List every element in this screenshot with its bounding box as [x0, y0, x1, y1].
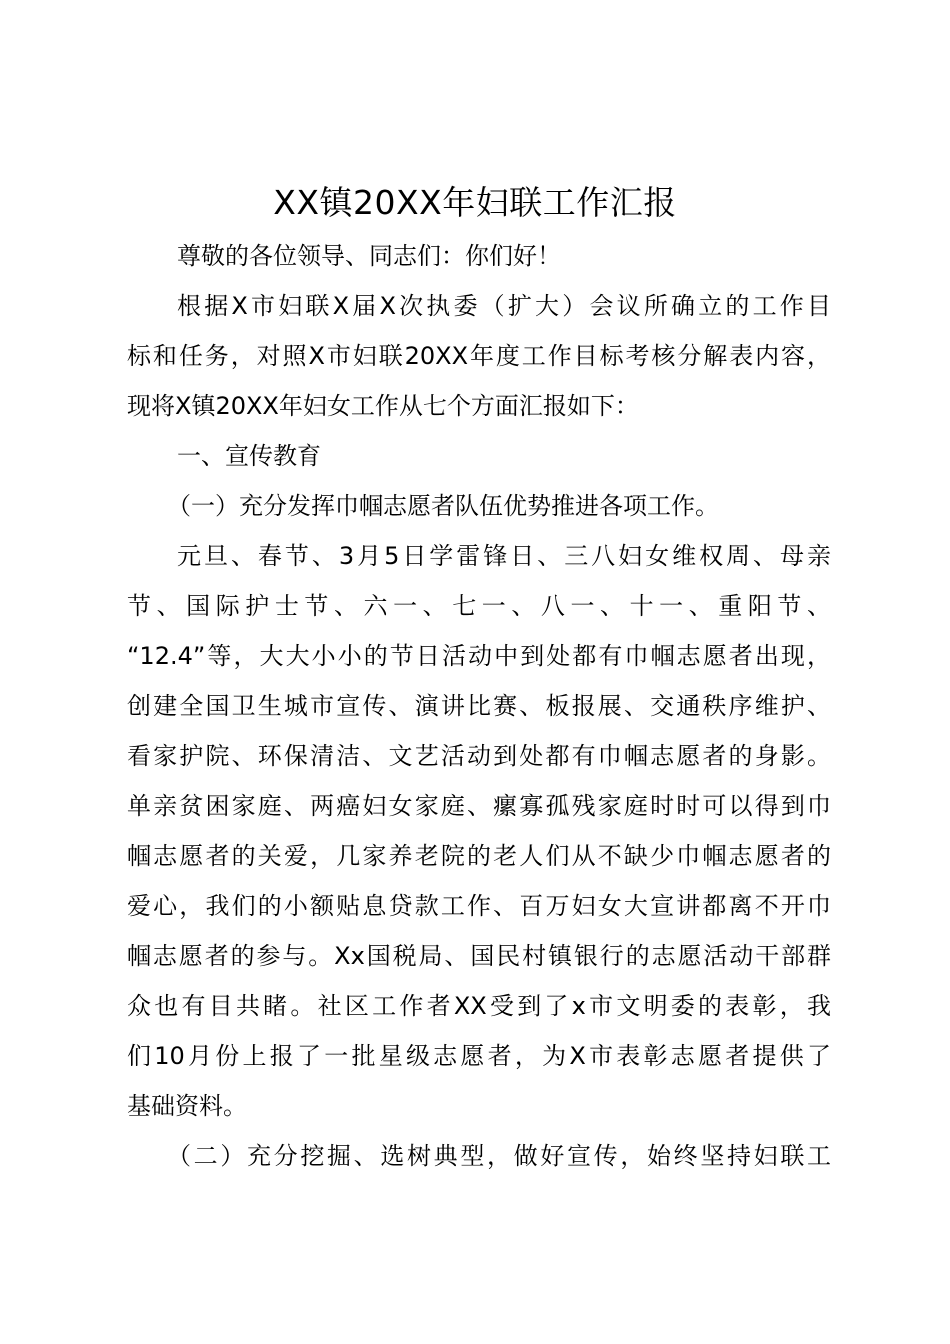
document-title: XX镇20XX年妇联工作汇报 [273, 183, 677, 222]
paragraph-line: 节、国际护士节、六一、七一、八一、十一、重阳节、 [127, 592, 831, 620]
paragraph-line: 们10月份上报了一批星级志愿者，为X市表彰志愿者提供了 [127, 1042, 831, 1070]
paragraph-line: 众也有目共睹。社区工作者XX受到了x市文明委的表彰，我 [127, 992, 831, 1020]
section-heading: 一、宣传教育 [177, 442, 321, 470]
paragraph-line: 根据X市妇联X届X次执委（扩大）会议所确立的工作目 [177, 292, 831, 320]
paragraph-line: 帼志愿者的参与。Xx国税局、国民村镇银行的志愿活动干部群 [127, 942, 831, 970]
paragraph-line: 看家护院、环保清洁、文艺活动到处都有巾帼志愿者的身影。 [127, 742, 831, 770]
paragraph-line: 单亲贫困家庭、两癌妇女家庭、瘰寡孤残家庭时时可以得到巾 [127, 792, 831, 820]
paragraph-line: 元旦、春节、3月5日学雷锋日、三八妇女维权周、母亲 [177, 542, 831, 570]
greeting-line: 尊敬的各位领导、同志们：你们好！ [177, 242, 561, 270]
subsection-heading: （二）充分挖掘、选树典型，做好宣传，始终坚持妇联工 [167, 1142, 831, 1170]
paragraph-line: 创建全国卫生城市宣传、演讲比赛、板报展、交通秩序维护、 [127, 692, 831, 720]
paragraph-line: “12.4”等，大大小小的节日活动中到处都有巾帼志愿者出现， [127, 642, 831, 670]
paragraph-line: 标和任务，对照X市妇联20XX年度工作目标考核分解表内容， [127, 342, 831, 370]
subsection-heading: （一）充分发挥巾帼志愿者队伍优势推进各项工作。 [167, 492, 719, 520]
paragraph-line: 爱心，我们的小额贴息贷款工作、百万妇女大宣讲都离不开巾 [127, 892, 831, 920]
paragraph-line: 现将X镇20XX年妇女工作从七个方面汇报如下： [127, 392, 639, 420]
paragraph-line: 帼志愿者的关爱，几家养老院的老人们从不缺少巾帼志愿者的 [127, 842, 831, 870]
paragraph-line: 基础资料。 [127, 1092, 247, 1120]
